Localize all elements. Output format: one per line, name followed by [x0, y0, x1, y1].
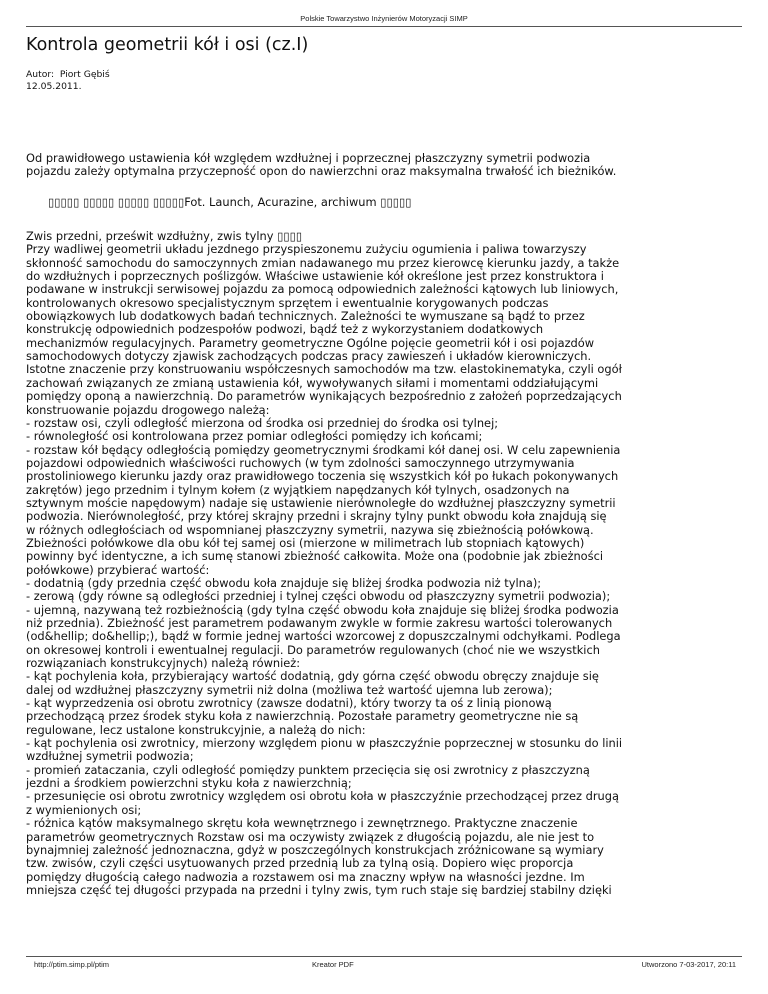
body-line: on okresowej kontroli i ewentualnej regulacji. Do parametrów regulowanych (choć nie we wszystkich	[26, 642, 600, 657]
body-line: bynajmniej zależność jednoznaczna, gdyż w poszczególnych konstrukcjach zróżnicowane są wymiary	[26, 842, 604, 857]
body-line: do wzdłużnych i poprzecznych poślizgów. Właściwe ustawienie kół określone jest przez konstruktora i	[26, 269, 604, 284]
body-line: obowiązkowych lub dodatkowych badań technicznych. Zależności te wymuszane są bądź to przez	[26, 309, 585, 324]
body-line: regulowane, lecz ustalone konstrukcyjnie, a należą do nich:	[26, 722, 366, 737]
footer-divider	[26, 956, 742, 957]
body-line: samochodowych dotyczy zjawisk zachodzących podczas pracy zawieszeń i układów kierowniczych.	[26, 349, 592, 364]
body-line: - kąt pochylenia osi zwrotnicy, mierzony względem pionu w płaszczyźnie poprzecznej w stosunku do linii	[26, 736, 623, 751]
body-line: pojazdowi odpowiednich właściwości ruchowych (w tym zdolności samoczynnego utrzymywania	[26, 455, 575, 470]
author-line: Autor: Piort Gębiś	[26, 69, 110, 80]
body-line: podwozia. Nierównoległość, przy której skrajny przedni i skrajny tylny punkt obwodu koła znajdują się	[26, 509, 607, 524]
body-line: sztywnym moście napędowym) nadaje się ustawienie nierównoległe do wzdłużnej płaszczyzny symetrii	[26, 495, 616, 510]
header-divider	[26, 26, 742, 27]
article-body	[26, 152, 742, 897]
body-line: z wymienionych osi;	[26, 802, 142, 817]
body-line: Istotne znaczenie przy konstruowaniu współczesnych samochodów ma tzw. elastokinematyka, czyli ogół	[26, 362, 622, 377]
footer-url[interactable]: http://ptim.simp.pl/ptim	[34, 960, 110, 969]
body-line: przechodzącą przez środek styku koła z nawierzchnią. Pozostałe parametry geometryczne nie są	[26, 709, 579, 724]
body-line: Przy wadliwej geometrii układu jezdnego przyspieszonemu zużyciu ogumienia i paliwa towarzyszy	[26, 242, 587, 257]
article-meta	[26, 69, 110, 93]
body-line: mniejsza część tej długości przypada na przedni i tylny zwis, tym ruch staje się bardziej stabilny dzięki	[26, 882, 612, 897]
body-line: - rozstaw kół będący odległością pomiędzy geometrycznymi środkami kół danej osi. W celu zapewnienia	[26, 442, 621, 457]
date-line: 12.05.2011.	[26, 81, 82, 92]
body-line: podawane w instrukcji serwisowej pojazdu za pomocą odpowiednich zależności kątowych lub liniowych,	[26, 282, 619, 297]
body-line: - zerową (gdy równe są odległości przedniej i tylnej części obwodu od płaszczyzny symetrii podwozia);	[26, 589, 611, 604]
body-line: połówkowe) przybierać wartość:	[26, 562, 210, 577]
body-line: - kąt wyprzedzenia osi obrotu zwrotnicy (zawsze dodatni), który tworzy ta oś z linią pionową	[26, 696, 552, 711]
body-line: - ujemną, nazywaną też rozbieżnością (gdy tylna część obwodu koła znajduje się bliżej środka podwozia	[26, 602, 619, 617]
body-line: kontrolowanych okresowo specjalistycznym sprzętem i ewentualnie korygowanych podczas	[26, 295, 549, 310]
body-line: - dodatnią (gdy przednia część obwodu koła znajduje się bliżej środka podwozia niż tylna);	[26, 575, 542, 590]
body-line: rozwiązaniach konstrukcyjnych) należą również:	[26, 656, 301, 671]
body-line: - różnica kątów maksymalnego skrętu koła wewnętrznego i zewnętrznego. Praktyczne znaczenie	[26, 816, 578, 831]
article-title: Kontrola geometrii kół i osi (cz.I)	[26, 35, 309, 55]
body-line: pomiędzy oponą a nawierzchnią. Do parametrów wynikających bezpośrednio z założeń poprzedzających	[26, 389, 622, 404]
footer-created: Utworzono 7-03-2017, 20:11	[641, 960, 736, 969]
body-line: tzw. zwisów, czyli części usytuowanych przed przednią lub za tylną osią. Dopiero więc proporcja	[26, 856, 574, 871]
page-footer	[26, 960, 742, 972]
body-text	[26, 230, 742, 897]
body-line: Zwis przedni, prześwit wzdłużny, zwis tylny ▯▯▯▯	[26, 229, 303, 244]
photo-caption: ▯▯▯▯▯ ▯▯▯▯▯ ▯▯▯▯▯ ▯▯▯▯▯Fot. Launch, Acurazine, archiwum ▯▯▯▯▯	[48, 194, 412, 209]
body-line: w różnych odległościach od wspomnianej płaszczyzny symetrii, nazywa się zbieżnością połówkową.	[26, 522, 594, 537]
body-line: skłonność samochodu do samoczynnych zmian nadawanego mu przez kierowcę kierunku jazdy, a także	[26, 255, 620, 270]
body-line: - rozstaw osi, czyli odległość mierzona od środka osi przedniej do środka osi tylnej;	[26, 415, 499, 430]
intro-line: pojazdu zależy optymalna przyczepność opon do nawierzchni oraz maksymalna trwałość ich bieżników.	[26, 164, 617, 179]
body-line: zachowań związanych ze zmianą ustawienia kół, wywoływanych siłami i momentami oddziałującymi	[26, 375, 599, 390]
body-line: pomiędzy długością całego nadwozia a rozstawem osi ma znaczny wpływ na własności jezdne. Im	[26, 869, 585, 884]
body-line: zakrętów) jego przednim i tylnym kołem (z wyjątkiem napędzanych kół tylnych, osadzonych na	[26, 482, 570, 497]
body-line: wzdłużnej symetrii podwozia;	[26, 749, 194, 764]
body-line: dalej od wzdłużnej płaszczyzny symetrii niż dolna (możliwa też wartość ujemna lub zerowa);	[26, 682, 553, 697]
body-line: powinny być identyczne, a ich sumę stanowi zbieżność całkowita. Może ona (podobnie jak zbieżności	[26, 549, 604, 564]
body-line: - promień zataczania, czyli odległość pomiędzy punktem przecięcia się osi zwrotnicy z płaszczyzną	[26, 762, 590, 777]
body-line: konstruowanie pojazdu drogowego należą:	[26, 402, 270, 417]
body-line: jezdni a środkiem powierzchni styku koła z nawierzchnią;	[26, 776, 352, 791]
intro-line: Od prawidłowego ustawienia kół względem wzdłużnej i poprzecznej płaszczyzny symetrii podwozia	[26, 151, 591, 165]
body-line: prostoliniowego kierunku jazdy oraz prawidłowego toczenia się wszystkich kół po łukach pokonywanych	[26, 469, 619, 484]
footer-creator: Kreator PDF	[312, 960, 354, 969]
organization-header: Polskie Towarzystwo Inżynierów Motoryzacji SIMP	[300, 14, 468, 23]
body-line: mechanizmów regulacyjnych. Parametry geometryczne Ogólne pojęcie geometrii kół i osi pojazdów	[26, 335, 595, 350]
body-line: niż przednia). Zbieżność jest parametrem podawanym zwykle w formie zakresu wartości tolerowanych	[26, 616, 613, 630]
body-line: konstrukcję odpowiednich podzespołów podwozi, bądź też z wykorzystaniem dodatkowych	[26, 322, 544, 337]
body-line: - równoległość osi kontrolowana przez pomiar odległości pomiędzy ich końcami;	[26, 429, 483, 444]
body-line: Zbieżności połówkowe dla obu kół tej samej osi (mierzone w milimetrach lub stopniach kątowych)	[26, 535, 585, 550]
body-line: - przesunięcie osi obrotu zwrotnicy względem osi obrotu koła w płaszczyźnie przechodzącej przez drugą	[26, 789, 619, 804]
body-line: - kąt pochylenia koła, przybierający wartość dodatnią, gdy górna część obwodu obręczy znajduje się	[26, 669, 599, 684]
body-line: parametrów geometrycznych Rozstaw osi ma oczywisty związek z długością pojazdu, ale nie jest to	[26, 829, 595, 844]
body-line: (od&hellip; do&hellip;), bądź w formie jednej wartości wzorcowej z dopuszczalnymi odchyłkami. Podlega	[26, 629, 621, 644]
